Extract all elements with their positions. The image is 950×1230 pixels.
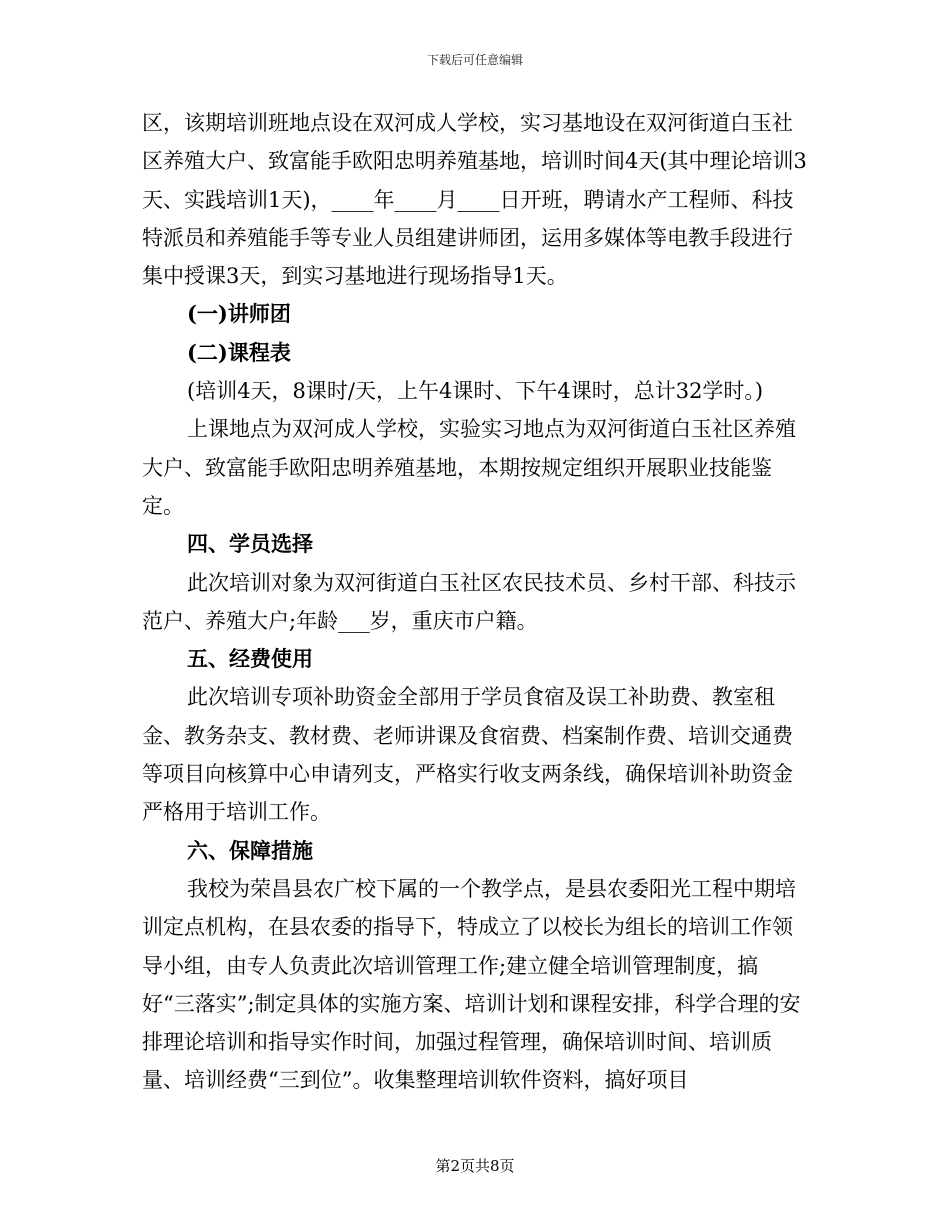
heading-trainee-selection: 四、学员选择 [187,531,313,557]
paragraph-location: 上课地点为双河成人学校，实验实习地点为双河街道白玉社区养殖大户、致富能手欧阳忠明养殖基地，本期按规定组织开展职业技能鉴定。 [142,417,796,518]
page-footer [0,1156,950,1176]
paragraph-trainee-selection: 此次培训对象为双河街道白玉社区农民技术员、乡村干部、科技示范户、养殖大户;年龄___岁，重庆市户籍。 [142,570,796,633]
paragraph-funding: 此次培训专项补助资金全部用于学员食宿及误工补助费、教室租金、教务杂支、教材费、老师讲课及食宿费、档案制作费、培训交通费等项目向核算中心申请列支，严格实行收支两条线，确保培训补助资金严格用于培训工作。 [142,685,793,825]
paragraph-training-overview: 区，该期培训班地点设在双河成人学校，实习基地设在双河街道白玉社区养殖大户、致富能手欧阳忠明养殖基地，培训时间4天(其中理论培训3天、实践培训1天)，____年____月____日开班，聘请水产工程师、科技特派员和养殖能手等专业人员组建讲师团，运用多媒体等电教手段进行集中授课3天，到实习基地进行现场指导1天。 [142,111,807,289]
heading-safeguards: 六、保障措施 [187,837,313,863]
heading-lecturer-team: (一)讲师团 [187,301,291,327]
heading-funding: 五、经费使用 [187,646,313,672]
document-body [142,104,808,1100]
heading-schedule: (二)课程表 [187,339,291,365]
paragraph-safeguards: 我校为荣昌县农广校下属的一个教学点，是县农委阳光工程中期培训定点机构，在县农委的指导下，特成立了以校长为组长的培训工作领导小组，由专人负责此次培训管理工作;建立健全培训管理制度，搞好“三落实”;制定具体的实施方案、培训计划和课程安排，科学合理的安排理论培训和指导实作时间，加强过程管理，确保培训时间、培训质量、培训经费“三到位”。收集整理培训软件资料，搞好项目 [142,876,801,1093]
page-header [0,52,950,68]
page-number: 第2页共8页 [435,1157,515,1175]
paragraph-schedule-note: (培训4天，8课时/天，上午4课时、下午4课时，总计32学时。) [187,379,764,404]
header-note: 下载后可任意编辑 [426,53,523,67]
